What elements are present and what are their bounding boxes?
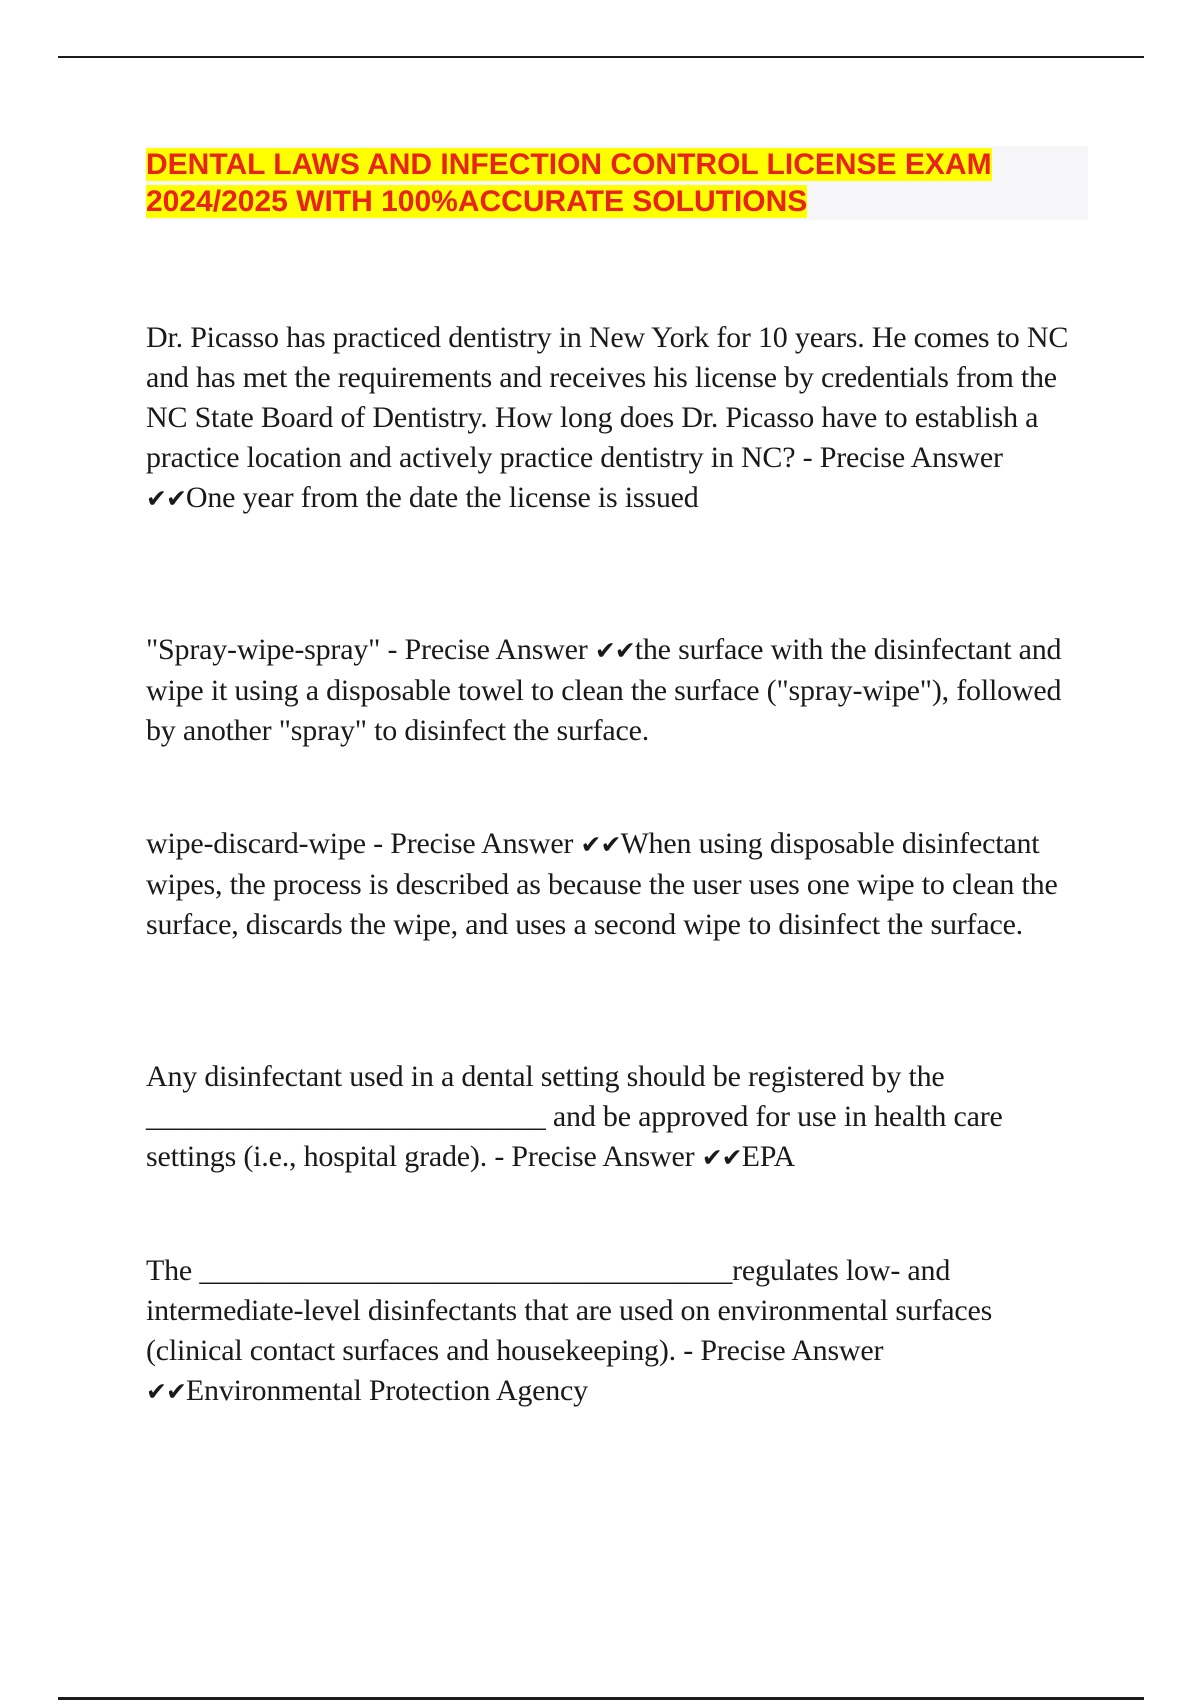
top-rule xyxy=(58,56,1144,58)
title-line-2: 2024/2025 WITH 100%ACCURATE SOLUTIONS xyxy=(146,185,808,218)
answer-text: Environmental Protection Agency xyxy=(185,1374,588,1407)
qa-item xyxy=(146,630,1086,751)
question-text: "Spray-wipe-spray" - Precise Answer xyxy=(146,633,595,666)
qa-item xyxy=(146,1251,1086,1412)
check-icon: ✔✔ xyxy=(594,636,635,665)
title-line-1: DENTAL LAWS AND INFECTION CONTROL LICENSE EXAM xyxy=(146,148,992,181)
check-icon: ✔✔ xyxy=(701,1143,742,1172)
answer-text: EPA xyxy=(741,1140,795,1173)
check-icon: ✔✔ xyxy=(580,830,621,859)
answer-text: the surface with the disinfectant and wipe it using a disposable towel to clean the surface ("spray-wipe"), followed by another "spray" to disinfect the surface. xyxy=(146,633,1062,747)
question-text: Dr. Picasso has practiced dentistry in New York for 10 years. He comes to NC and has met the requirements and receives his license by credentials from the NC State Board of Dentistry. How long does Dr. Picasso have to establish a practice location and actively practice dentistry in NC? - Precise Answer xyxy=(146,321,1069,474)
qa-item xyxy=(146,824,1086,945)
qa-item xyxy=(146,1057,1086,1178)
answer-text: When using disposable disinfectant wipes, the process is described as because the user uses one wipe to clean the surface, discards the wipe, and uses a second wipe to disinfect the surface. xyxy=(146,827,1058,941)
question-text: wipe-discard-wipe - Precise Answer xyxy=(146,827,581,860)
answer-text: One year from the date the license is issued xyxy=(185,481,699,514)
check-icon: ✔✔ xyxy=(146,1377,186,1406)
question-text: Any disinfectant used in a dental setting should be registered by the ___________________________ and be approved for use in health care settings (i.e., hospital grade). - Precise Answer xyxy=(146,1060,1003,1173)
document-title xyxy=(146,146,1088,220)
check-icon: ✔✔ xyxy=(146,484,186,513)
question-text: The ____________________________________regulates low- and intermediate-level disinfectants that are used on environmental surfaces (clinical contact surfaces and housekeeping). - Precise Answer xyxy=(146,1254,993,1367)
qa-item xyxy=(146,318,1086,519)
